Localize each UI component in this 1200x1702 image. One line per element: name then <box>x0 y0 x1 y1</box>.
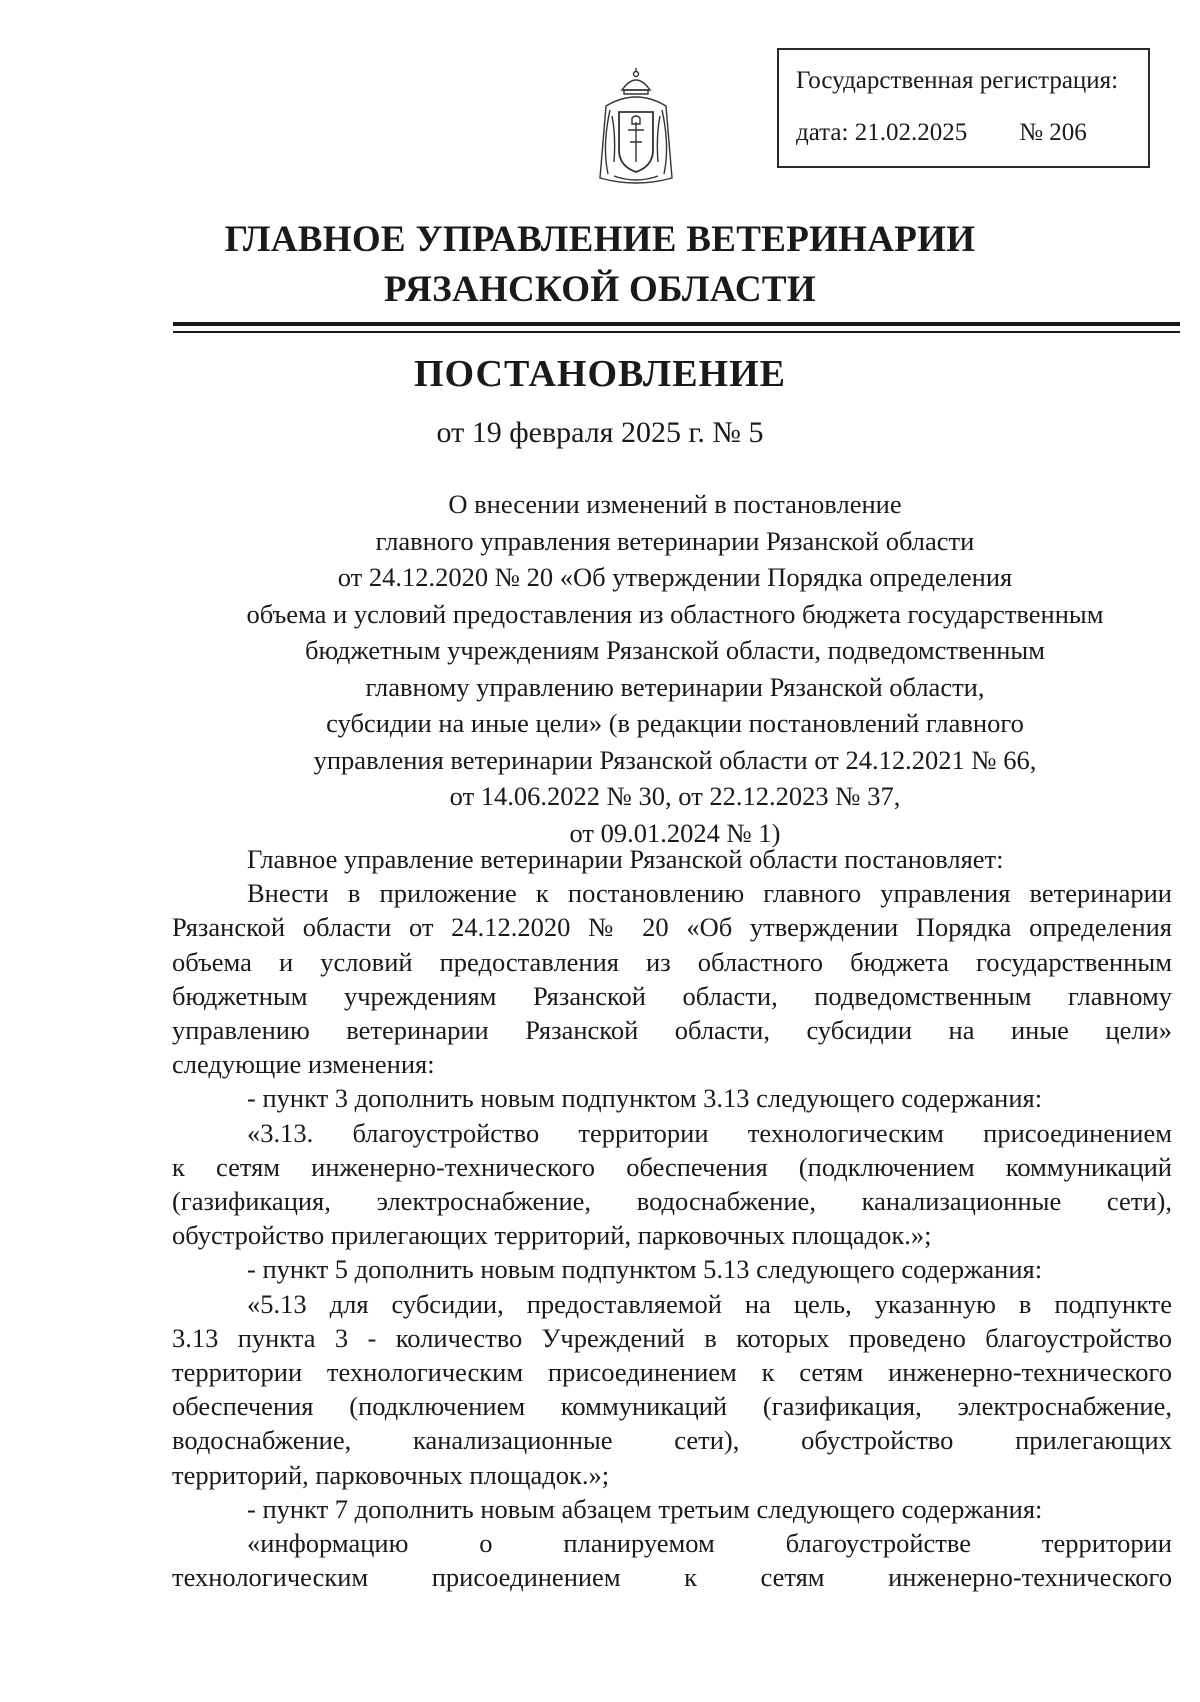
title-line: объема и условий предоставления из областного бюджета государственным <box>246 598 1104 629</box>
agency-name-line1: ГЛАВНОЕ УПРАВЛЕНИЕ ВЕТЕРИНАРИИ <box>224 219 976 260</box>
body-line: обеспечения (подключением коммуникаций (газификация, электроснабжение, <box>172 1391 1172 1422</box>
body-line: «информацию о планируемом благоустройстве территории <box>247 1528 1172 1559</box>
title-line: О внесении изменений в постановление <box>448 489 902 519</box>
body-line: 3.13 пункта 3 - количество Учреждений в которых проведено благоустройство <box>172 1322 1172 1353</box>
document-title <box>180 486 1170 851</box>
title-line: бюджетным учреждениям Рязанской области, подведомственным <box>304 635 1046 665</box>
body-line: водоснабжение, канализационные сети), обустройство прилегающих <box>172 1425 1172 1456</box>
body-line: управлению ветеринарии Рязанской области, субсидии на иные цели» <box>172 1015 1172 1046</box>
header-rule-thin <box>173 331 1180 333</box>
registration-date: дата: 21.02.2025 <box>796 119 968 146</box>
registration-label: Государственная регистрация: <box>796 67 1119 94</box>
title-line: от 09.01.2024 № 1) <box>569 817 781 848</box>
header-rule-thick <box>173 322 1180 326</box>
body-line: (газификация, электроснабжение, водоснабжение, канализационные сети), <box>172 1186 1172 1217</box>
body-line: следующие изменения: <box>172 1049 435 1080</box>
body-line: бюджетным учреждениям Рязанской области, подведомственным главному <box>172 980 1172 1011</box>
title-line: главному управлению ветеринарии Рязанской области, <box>365 671 985 702</box>
body-line: Главное управление ветеринарии Рязанской области постановляет: <box>247 844 1004 874</box>
registration-number: № 206 <box>1019 119 1087 146</box>
body-line: объема и условий предоставления из областного бюджета государственным <box>172 946 1172 977</box>
body-line: обустройство прилегающих территорий, парковочных площадок.»; <box>172 1220 932 1251</box>
title-line: от 14.06.2022 № 30, от 22.12.2023 № 37, <box>449 781 901 811</box>
document-type: ПОСТАНОВЛЕНИЕ <box>413 353 787 395</box>
document-date-number: от 19 февраля 2025 г. № 5 <box>436 416 764 449</box>
body-line: к сетям инженерно-технического обеспечения (подключением коммуникаций <box>172 1151 1172 1182</box>
body-line: Рязанской области от 24.12.2020 № 20 «Об утверждении Порядка определения <box>172 912 1172 943</box>
body-line: «5.13 для субсидии, предоставляемой на цель, указанную в подпункте <box>247 1288 1172 1319</box>
body-line: технологическим присоединением к сетям инженерно-технического <box>172 1562 1172 1593</box>
title-line: от 24.12.2020 № 20 «Об утверждении Порядка определения <box>337 562 1013 592</box>
coat-of-arms-icon <box>592 66 680 190</box>
body-line: - пункт 3 дополнить новым подпунктом 3.13 следующего содержания: <box>247 1083 1043 1114</box>
body-line: Внести в приложение к постановлению главного управления ветеринарии <box>247 878 1172 909</box>
title-line: субсидии на иные цели» (в редакции постановлений главного <box>326 708 1024 738</box>
body-line: территории технологическим присоединением к сетям инженерно-технического <box>172 1357 1172 1388</box>
title-line: главного управления ветеринарии Рязанской области <box>375 525 975 556</box>
body-line: - пункт 5 дополнить новым подпунктом 5.13 следующего содержания: <box>247 1254 1043 1285</box>
body-line: территорий, парковочных площадок.»; <box>172 1459 610 1490</box>
registration-box <box>777 48 1150 168</box>
title-line: управления ветеринарии Рязанской области от 24.12.2021 № 66, <box>313 744 1037 775</box>
agency-name-line2: РЯЗАНСКОЙ ОБЛАСТИ <box>384 269 816 310</box>
document-body <box>172 842 1172 1594</box>
body-line: «3.13. благоустройство территории технологическим присоединением <box>247 1117 1172 1148</box>
body-line: - пункт 7 дополнить новым абзацем третьим следующего содержания: <box>247 1493 1043 1524</box>
